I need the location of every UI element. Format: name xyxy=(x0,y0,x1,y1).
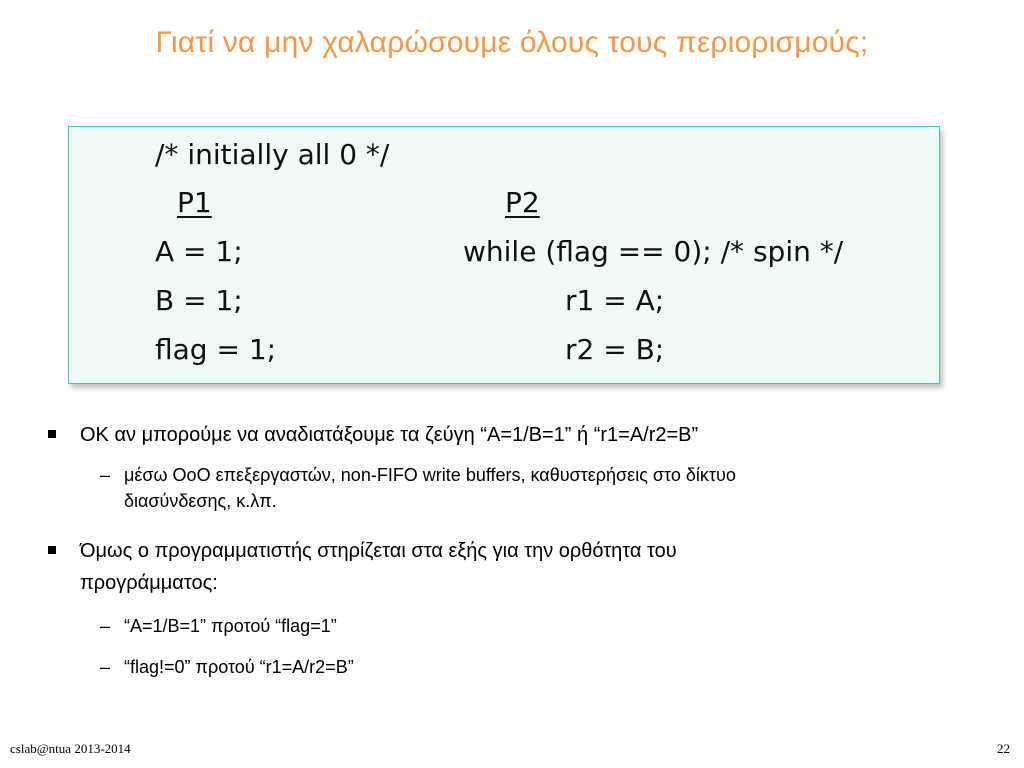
footer-credit: cslab@ntua 2013-2014 xyxy=(10,741,131,756)
bullet-item xyxy=(48,422,998,452)
sub-bullet-text: “flag!=0” προτού “r1=A/r2=B” xyxy=(124,657,354,677)
p2-line: while (flag == 0); /* spin */ xyxy=(463,235,844,268)
code-comment: /* initially all 0 */ xyxy=(155,138,390,171)
sub-bullet-text: “A=1/B=1” προτού “flag=1” xyxy=(124,616,337,636)
sub-bullet-item xyxy=(100,614,980,640)
p2-line: r1 = A; xyxy=(565,284,665,317)
p2-header: P2 xyxy=(505,186,540,219)
bullet-text: OK αν μπορούμε να αναδιατάξουμε τα ζεύγη “A=1/B=1” ή “r1=A/r2=B” xyxy=(80,424,699,446)
dash-bullet-icon: – xyxy=(100,657,111,677)
sub-bullet-text: μέσω OoO επεξεργαστών, non-FIFO write buffers, καθυστερήσεις στο δίκτυο xyxy=(124,465,736,485)
page-number: 22 xyxy=(997,741,1010,756)
slide-title: Γιατί να μην χαλαρώσουμε όλους τους περιορισμούς; xyxy=(155,26,869,59)
bullet-text: προγράμματος: xyxy=(80,572,218,594)
bullet-text: Όμως ο προγραμματιστής στηρίζεται στα εξής για την ορθότητα του xyxy=(80,540,677,562)
sub-bullet-text: διασύνδεσης, κ.λπ. xyxy=(124,491,277,511)
dash-bullet-icon: – xyxy=(100,465,111,485)
bullet-item xyxy=(48,538,998,598)
p1-line: A = 1; xyxy=(155,235,243,268)
p1-line: B = 1; xyxy=(155,284,243,317)
square-bullet-icon xyxy=(48,430,56,438)
p1-line: flag = 1; xyxy=(155,333,277,366)
sub-bullet-item xyxy=(100,463,980,517)
p1-header: P1 xyxy=(177,186,212,219)
sub-bullet-item xyxy=(100,655,980,681)
p2-line: r2 = B; xyxy=(565,333,665,366)
dash-bullet-icon: – xyxy=(100,616,111,636)
square-bullet-icon xyxy=(48,546,56,554)
code-box xyxy=(68,126,940,384)
